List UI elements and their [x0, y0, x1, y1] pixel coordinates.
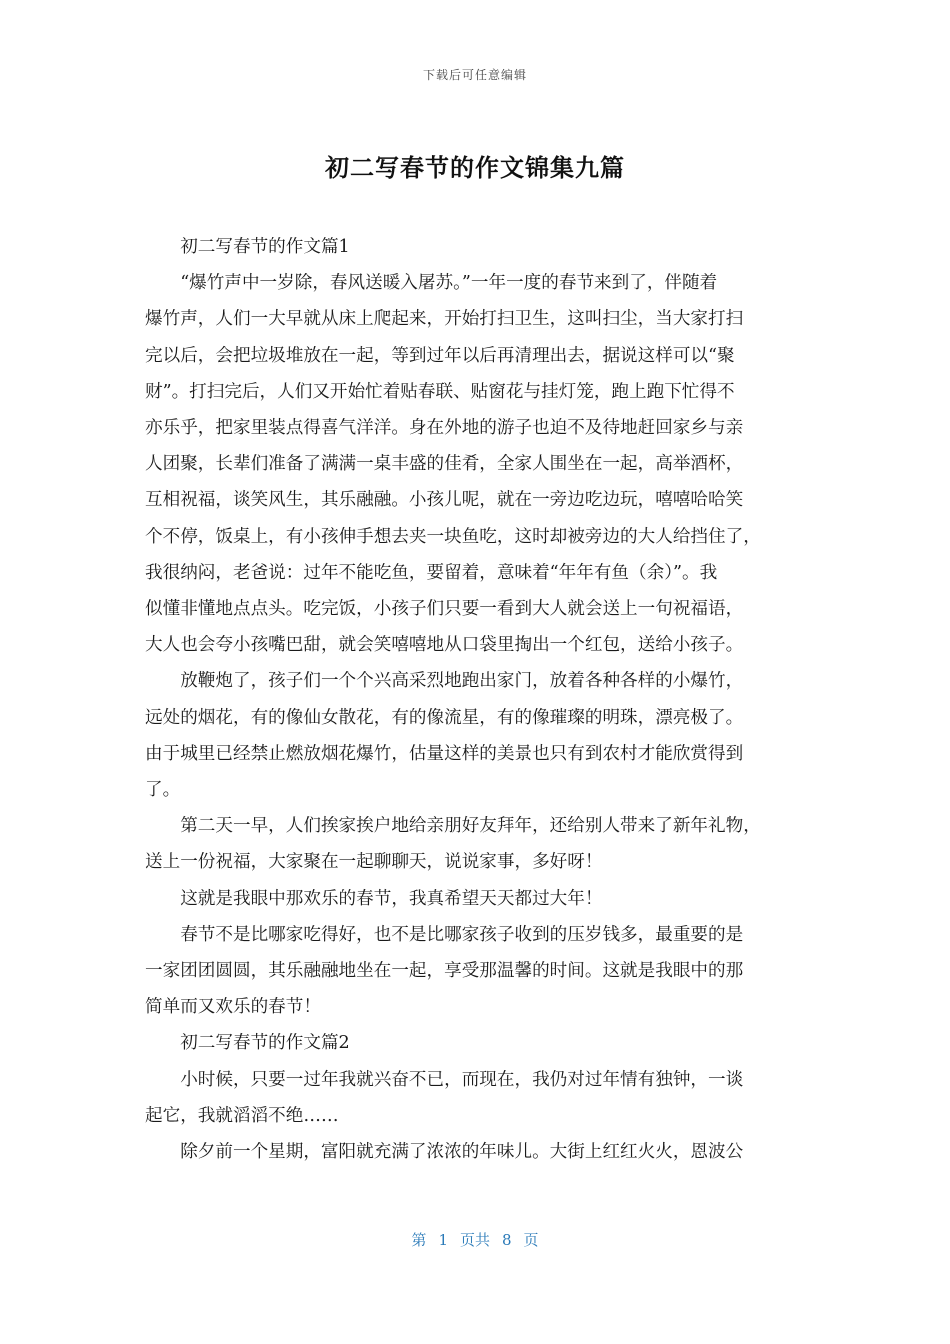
document-body	[145, 229, 809, 1170]
paragraph: 第二天一早，人们挨家挨户地给亲朋好友拜年，还给别人带来了新年礼物， 送上一份祝福，大家聚在一起聊聊天，说说家事，多好呀！	[145, 816, 761, 873]
header-note: 下载后可任意编辑	[422, 68, 527, 82]
section-heading-2: 初二写春节的作文篇2	[180, 1033, 350, 1054]
footer-middle: 页共	[459, 1231, 490, 1249]
document-title: 初二写春节的作文锦集九篇	[325, 154, 625, 182]
footer-page-number: 1	[438, 1231, 448, 1249]
page-footer	[0, 1229, 950, 1250]
paragraph: 除夕前一个星期，富阳就充满了浓浓的年味儿。大街上红红火火，恩波公	[180, 1142, 744, 1163]
paragraph: 这就是我眼中那欢乐的春节，我真希望天天都过大年！	[180, 888, 603, 909]
paragraph: “爆竹声中一岁除，春风送暖入屠苏。”一年一度的春节来到了，伴随着 爆竹声，人们一大早就从床上爬起来，开始打扫卫生，这叫扫尘，当大家打扫 完以后，会把垃圾堆放在一起，等到过年以后再清理出去，据说这样可以“聚 财”。打扫完后，人们又开始忙着贴春联、贴窗花与挂灯笼，跑上跑下忙得不 亦乐乎，把家里装点得喜气洋洋。身在外地的游子也迫不及待地赶回家乡与亲 人团聚，长辈们准备了满满一桌丰盛的佳肴，全家人围坐在一起，高举酒杯， 互相祝福，谈笑风生，其乐融融。小孩儿呢，就在一旁边吃边玩，嘻嘻哈哈笑 个不停，饭桌上，有小孩伸手想去夹一块鱼吃，这时却被旁边的大人给挡住了， 我很纳闷，老爸说：过年不能吃鱼，要留着，意味着“年年有鱼（余）”。我 似懂非懂地点点头。吃完饭，小孩子们只要一看到大人就会送上一句祝福语， 大人也会夸小孩嘴巴甜，就会笑嘻嘻地从口袋里掏出一个红包，送给小孩子。	[145, 273, 761, 656]
paragraph: 放鞭炮了，孩子们一个个兴高采烈地跑出家门，放着各种各样的小爆竹， 远处的烟花，有的像仙女散花，有的像流星，有的像璀璨的明珠，漂亮极了。 由于城里已经禁止燃放烟花爆竹，估量这样的美景也只有到农村才能欣赏得到 了。	[145, 671, 744, 801]
section-heading-1: 初二写春节的作文篇1	[180, 237, 350, 257]
footer-prefix: 第	[411, 1231, 427, 1249]
footer-suffix: 页	[523, 1231, 539, 1249]
footer-total-pages: 8	[502, 1231, 512, 1249]
paragraph: 小时候，只要一过年我就兴奋不已，而现在，我仍对过年情有独钟，一谈 起它，我就滔滔不绝……	[145, 1069, 744, 1126]
paragraph: 春节不是比哪家吃得好，也不是比哪家孩子收到的压岁钱多，最重要的是 一家团团圆圆，其乐融融地坐在一起，享受那温馨的时间。这就是我眼中的那 简单而又欢乐的春节！	[145, 924, 744, 1018]
